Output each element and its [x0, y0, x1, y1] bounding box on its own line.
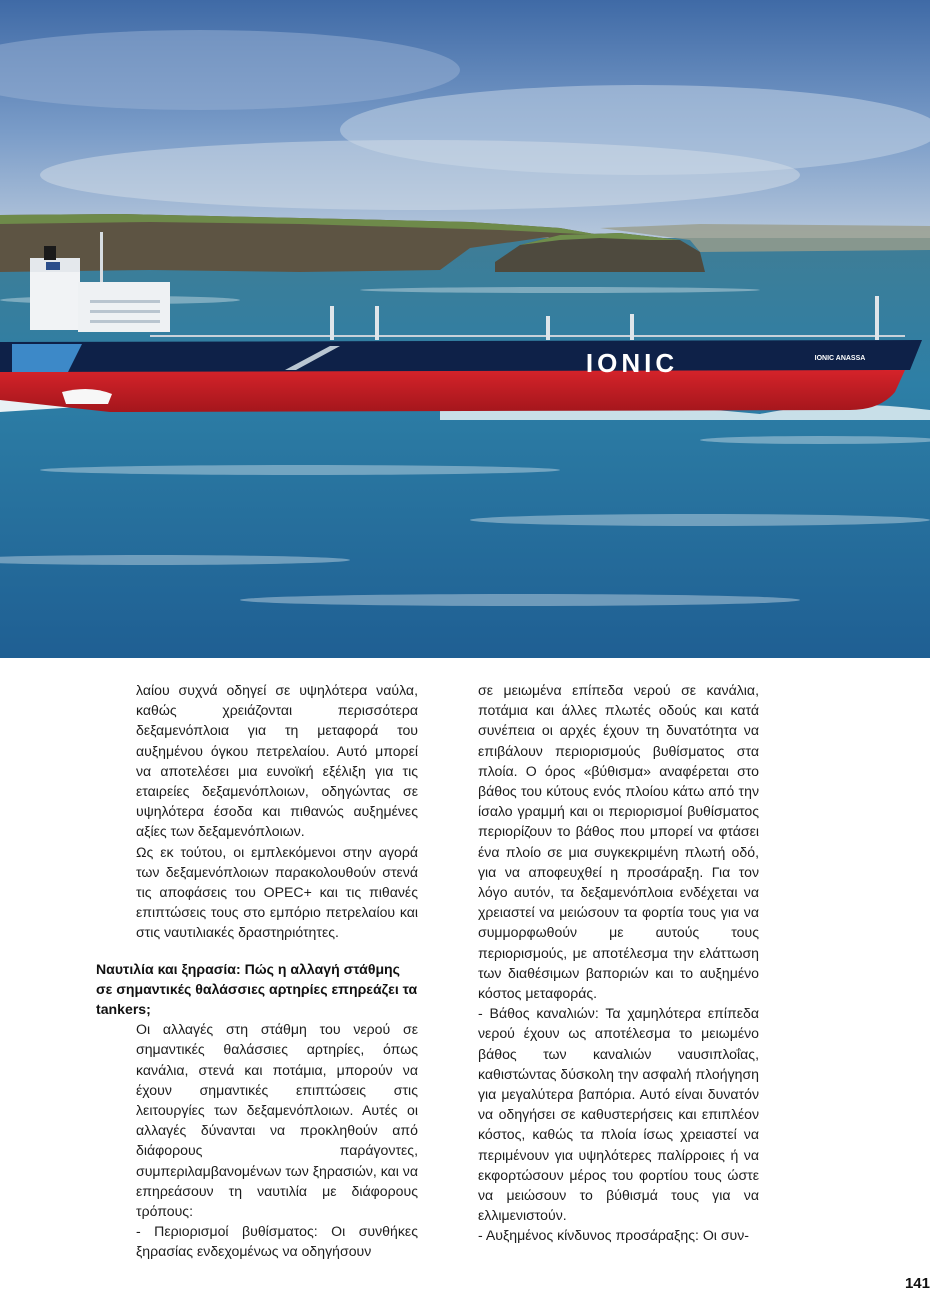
text-column-right	[478, 680, 759, 1246]
paragraph: Οι αλλαγές στη στάθμη του νερού σε σημαντικές θαλάσσιες αρτηρίες, όπως κανάλια, στενά και ποτάμια, μπορούν να έχουν σημαντικές επιπτώσεις στις λειτουργίες των δεξαμενόπλοιων. Αυτές οι αλλαγές δύνανται να προκληθούν από διάφορους παράγοντες, συμπεριλαμβανομένων των ξηρασιών, και να επηρεάσουν τη ναυτιλία με διάφορους τρόπους:	[136, 1021, 418, 1220]
bow-name: IONIC ANASSA	[814, 355, 866, 362]
paragraph: σε μειωμένα επίπεδα νερού σε κανάλια, ποτάμια και άλλες πλωτές οδούς και κατά συνέπεια οι αρχές έχουν τη δυνατότητα να επιβάλουν περιορισμούς βυθίσματος στα πλοία. Ο όρος «βύθισμα» αναφέρεται στο βάθος του κύτους ενός πλοίου κάτω από την ίσαλο γραμμή και οι περιορισμοί βυθίσματος περιορίζουν το βάθος που μπορεί να φτάσει ένα πλοίο σε μια συγκεκριμένη πλωτή οδό, για να αποφευχθεί η προσάραξη. Για τον λόγο αυτόν, τα δεξαμενόπλοια ενδέχεται να χρειαστεί να μειώσουν τα φορτία τους για να συμμορφωθούν με αυτούς τους περιορισμούς, με αποτέλεσμα την ελάττωση των διαθέσιμων βαποριών και το αυξημένο κόστος μεταφοράς.	[478, 682, 759, 1002]
paragraph: - Περιορισμοί βυθίσματος: Οι συνθήκες ξηρασίας ενδεχομένως να οδηγήσουν	[136, 1223, 418, 1260]
hull-name: IONIC	[585, 348, 679, 378]
section-heading: Ναυτιλία και ξηρασία: Πώς η αλλαγή στάθμης σε σημαντικές θαλάσσιες αρτηρίες επηρεάζει τα tankers;	[96, 960, 418, 1018]
page-number: 141	[904, 1275, 930, 1292]
paragraph: Ως εκ τούτου, οι εμπλεκόμενοι στην αγορά των δεξαμενόπλοιων παρακολουθούν στενά τις αποφάσεις του OPEC+ και τις πιθανές επιπτώσεις τους στο εμπόριο πετρελαίου και στις ναυτιλιακές δραστηριότητες.	[136, 843, 418, 941]
paragraph: - Αυξημένος κίνδυνος προσάραξης: Οι συν-	[478, 1227, 749, 1244]
text-column-left	[96, 680, 418, 1262]
paragraph: - Βάθος καναλιών: Τα χαμηλότερα επίπεδα νερού έχουν ως αποτέλεσμα το μειωμένο βάθος των καναλιών ναυσιπλοΐας, καθιστώντας δύσκολη την ασφαλή πλοήγηση για μεγαλύτερα βαπόρια. Αυτό είναι δυνατόν να οδηγήσει σε καθυστερήσεις και επιπλέον κόστος, καθώς τα πλοία ίσως χρειαστεί να περιμένουν για υψηλότερες παλίρροιες ή να εκφορτώσουν μέρος του φορτίου τους ώστε να μειώσουν το βύθισμά τους για να ελλιμενιστούν.	[478, 1005, 759, 1224]
paragraph: λαίου συχνά οδηγεί σε υψηλότερα ναύλα, καθώς χρειάζονται περισσότερα δεξαμενόπλοια για τη μεταφορά του αυξημένου όγκου πετρελαίου. Αυτό μπορεί να αποτελέσει μια ευνοϊκή εξέλιξη για τις εταιρείες δεξαμενόπλοιων, οδηγώντας σε υψηλότερα έσοδα και πιθανώς αυξημένες αξίες των δεξαμενόπλοιων.	[136, 682, 418, 840]
